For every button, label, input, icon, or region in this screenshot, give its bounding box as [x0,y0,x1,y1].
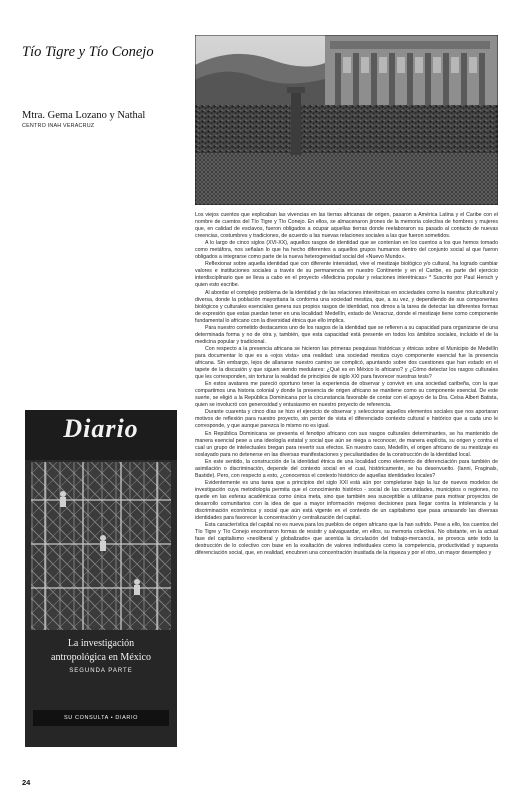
body-paragraph: Con respecto a la presencia africana se hicieron las primeras pesquisas históricas y étnicas sobre el Municipio de Medellín para documentar lo que es a «ojos vista» una realidad: una sociedad mestiza cuyo componente esencial fue la presencia africana. Sin embargo, lejos de allanarse nuestro camino se complicó, apuntando sobre dos cuestiones que han estado en el tapete de la discusión y que siguen siendo medulares: ¿Qué es en México lo africano? y ¿Cómo detectar los rasgos culturales que les corresponden, sin torturar la realidad de principios de siglo XXI para favorecer nuestras tesis? [195,345,498,380]
body-paragraph: En estos avatares me pareció oportuno tener la experiencia de observar y convivir en una sociedad caribeña, con la que compartimos una historia colonial y donde la presencia de origen africano se mantiene como su componente esencial. De este suerte, se eligió a la República Dominicana por la circunstancia favorable de contar con el apoyo de la Dra. Celsa Albert Batista, quien se involucró con generosidad y entusiasmo en nuestro proyecto de referencia. [195,381,498,409]
plaza-crowd-image [195,35,498,205]
author-affiliation: CENTRO INAH VERACRUZ [22,123,95,129]
author-name: Mtra. Gema Lozano y Nathal [22,110,146,121]
page-number: 24 [22,778,31,787]
body-paragraph: Esta característica del capital no es nueva para los pueblos de origen africano que la han sufrido. Pese a ello, los cuentos del Tío Tigre y Tío Conejo encontraron formas de resistir y salvaguardar, en ellos, su memoria colectiva. No obstante, en la actual fase del capitalismo «neoliberal y globalizado» que acentúa la circulación del trabajo-mercancía, se provoca ante todo la destrucción de lo colectivo con base en la exaltación de valores individuales como la competencia, productividad y supuesta diferenciación social, que, en realidad, encubren una concentración inusitada de la riqueza y por el otro, un mayor desempleo y [195,522,498,557]
cover-title-line3: SEGUNDA PARTE [69,668,133,674]
body-paragraph: En República Dominicana se presenta el fenotipo africano con sus rasgos culturales determinantes, se ha mantenido de manera esencial pese a una ideología estatal y social que aún se niega a reconocer, de manera explícita, su origen y contra el cual un grupo de intelectuales bregan para revertir sus efectos. En nuestro caso, Medellín, el origen africano de su mestizaje es soslayado para no detenerse en las diversas manifestaciones y peculiaridades de la construcción de la identidad local. [195,430,498,458]
body-paragraph: Evidentemente es una tarea que a principios del siglo XXI está aún por completarse bajo la luz de nuevos modelos de investigación cuya metodología permita que el conocimiento histórico - social de las comunidades, municipios o regiones, no quede en las esferas académicas como única meta, sino que también sea susceptible a utilizarse para motivar proyectos de desarrollo comunitarios con la idea de que a mayor información mejores decisiones para llegar contra la intolerancia y la discriminación económica y social que aún está vigente en el contexto de un capitalismo que pasa arrasando las diversas identidades para favorecer la concentración y centralización del capital. [195,479,498,521]
magazine-cover [25,410,177,747]
body-paragraph: Reflexionar sobre aquella identidad que con diferente intensidad, vive el mestizaje biológico y/o cultural, ha logrado cambiar valores e instituciones sociales a través de su permanencia en nuestro Continente y en el Caribe, es parte del ejercicio interdisciplinario que se lleva a cabo en el proyecto «Medicina popular y relaciones interétnicas» * Suscrito por Paul Hersch y quien esto escribe. [195,261,498,289]
cover-masthead: Diario [63,414,139,443]
body-paragraph: Al abordar el complejo problema de la identidad y de las relaciones interétnicas en sociedades como la nuestra: pluricultural y diversa, donde la población mayoritaria la conforma una sociedad mestiza, que, a su vez, y dependiendo de sus componentes biológicos y culturales esenciales genera sus propios rasgos de identidad, nos dimos a la tarea de detectar las diferentes formas de expresión que estas puedan tener en una localidad: Medellín, estado de Veracruz, donde el mestizaje tiene como componente fundamental lo africano con la diversidad étnica que ello implica. [195,289,498,324]
article-body [195,212,498,768]
body-paragraph: En este sentido, la construcción de la identidad étnica de una localidad como elemento de diferenciación para también de asimilación o discriminación, depende del contexto social en el cual, históricamente, se ha desenvuelto. (Ianni, Fraginals, Bastide). Pero, con respecto a esto, ¿conocemos el contexto histórico de aquellas identidades locales? [195,458,498,479]
body-paragraph: Para nuestro cometido destacamos uno de los rasgos de la identidad que se refieren a su capacidad para organizarse de una determinada forma y no de otra y, también, que esta capacidad está presente en todos los ámbitos sociales, incluido el de la medicina popular y tradicional. [195,324,498,345]
cover-title-line1: La investigación [67,638,135,649]
cover-title-line2: antropológica en México [51,652,151,663]
magazine-cover-art [25,410,177,747]
body-paragraph: Los viejos cuentos que explicaban las vivencias en las tierras africanas de origen, pasaron a América Latina y el Caribe con el nombre de cuentos del Tío Tigre y Tío Conejo. En ellos, se almacenaron jirones de la memoria colectiva de hombres y mujeres que, en calidad de esclavos, fueron obligados a ocupar aquellas tierras donde reelaboraron su pasado al contacto de nuevas creencias, costumbres y tradiciones, de acuerdo a las nuevas relaciones sociales a las que fueron sometidos. [195,212,498,239]
body-paragraph: Durante cuarenta y cinco días se hizo el ejercicio de observar y seleccionar aquellos elementos sociales que nos aportaran motivos de reflexión para nuestro proyecto, sin perder de vista el diferenciado contexto cultural e histórico que a cada uno le corresponde, y que aunque parezca lo mismo no es igual. [195,409,498,430]
article-title: Tío Tigre y Tío Conejo [22,44,154,60]
cover-footer: SU CONSULTA • DIARIO [64,715,138,721]
plaza-crowd-photo [195,35,498,205]
body-paragraph: A lo largo de cinco siglos (XVI-XX), aquellos rasgos de identidad que se contenían en los cuentos a los que hemos tomado como metáfora, nos señalan lo que ha hecho diferentes a aquellos grupos humanos dentro del conjunto social al que fueron obligados a integrarse como parte de la nueva heterogeneidad social del «Nuevo Mundo». [195,240,498,261]
